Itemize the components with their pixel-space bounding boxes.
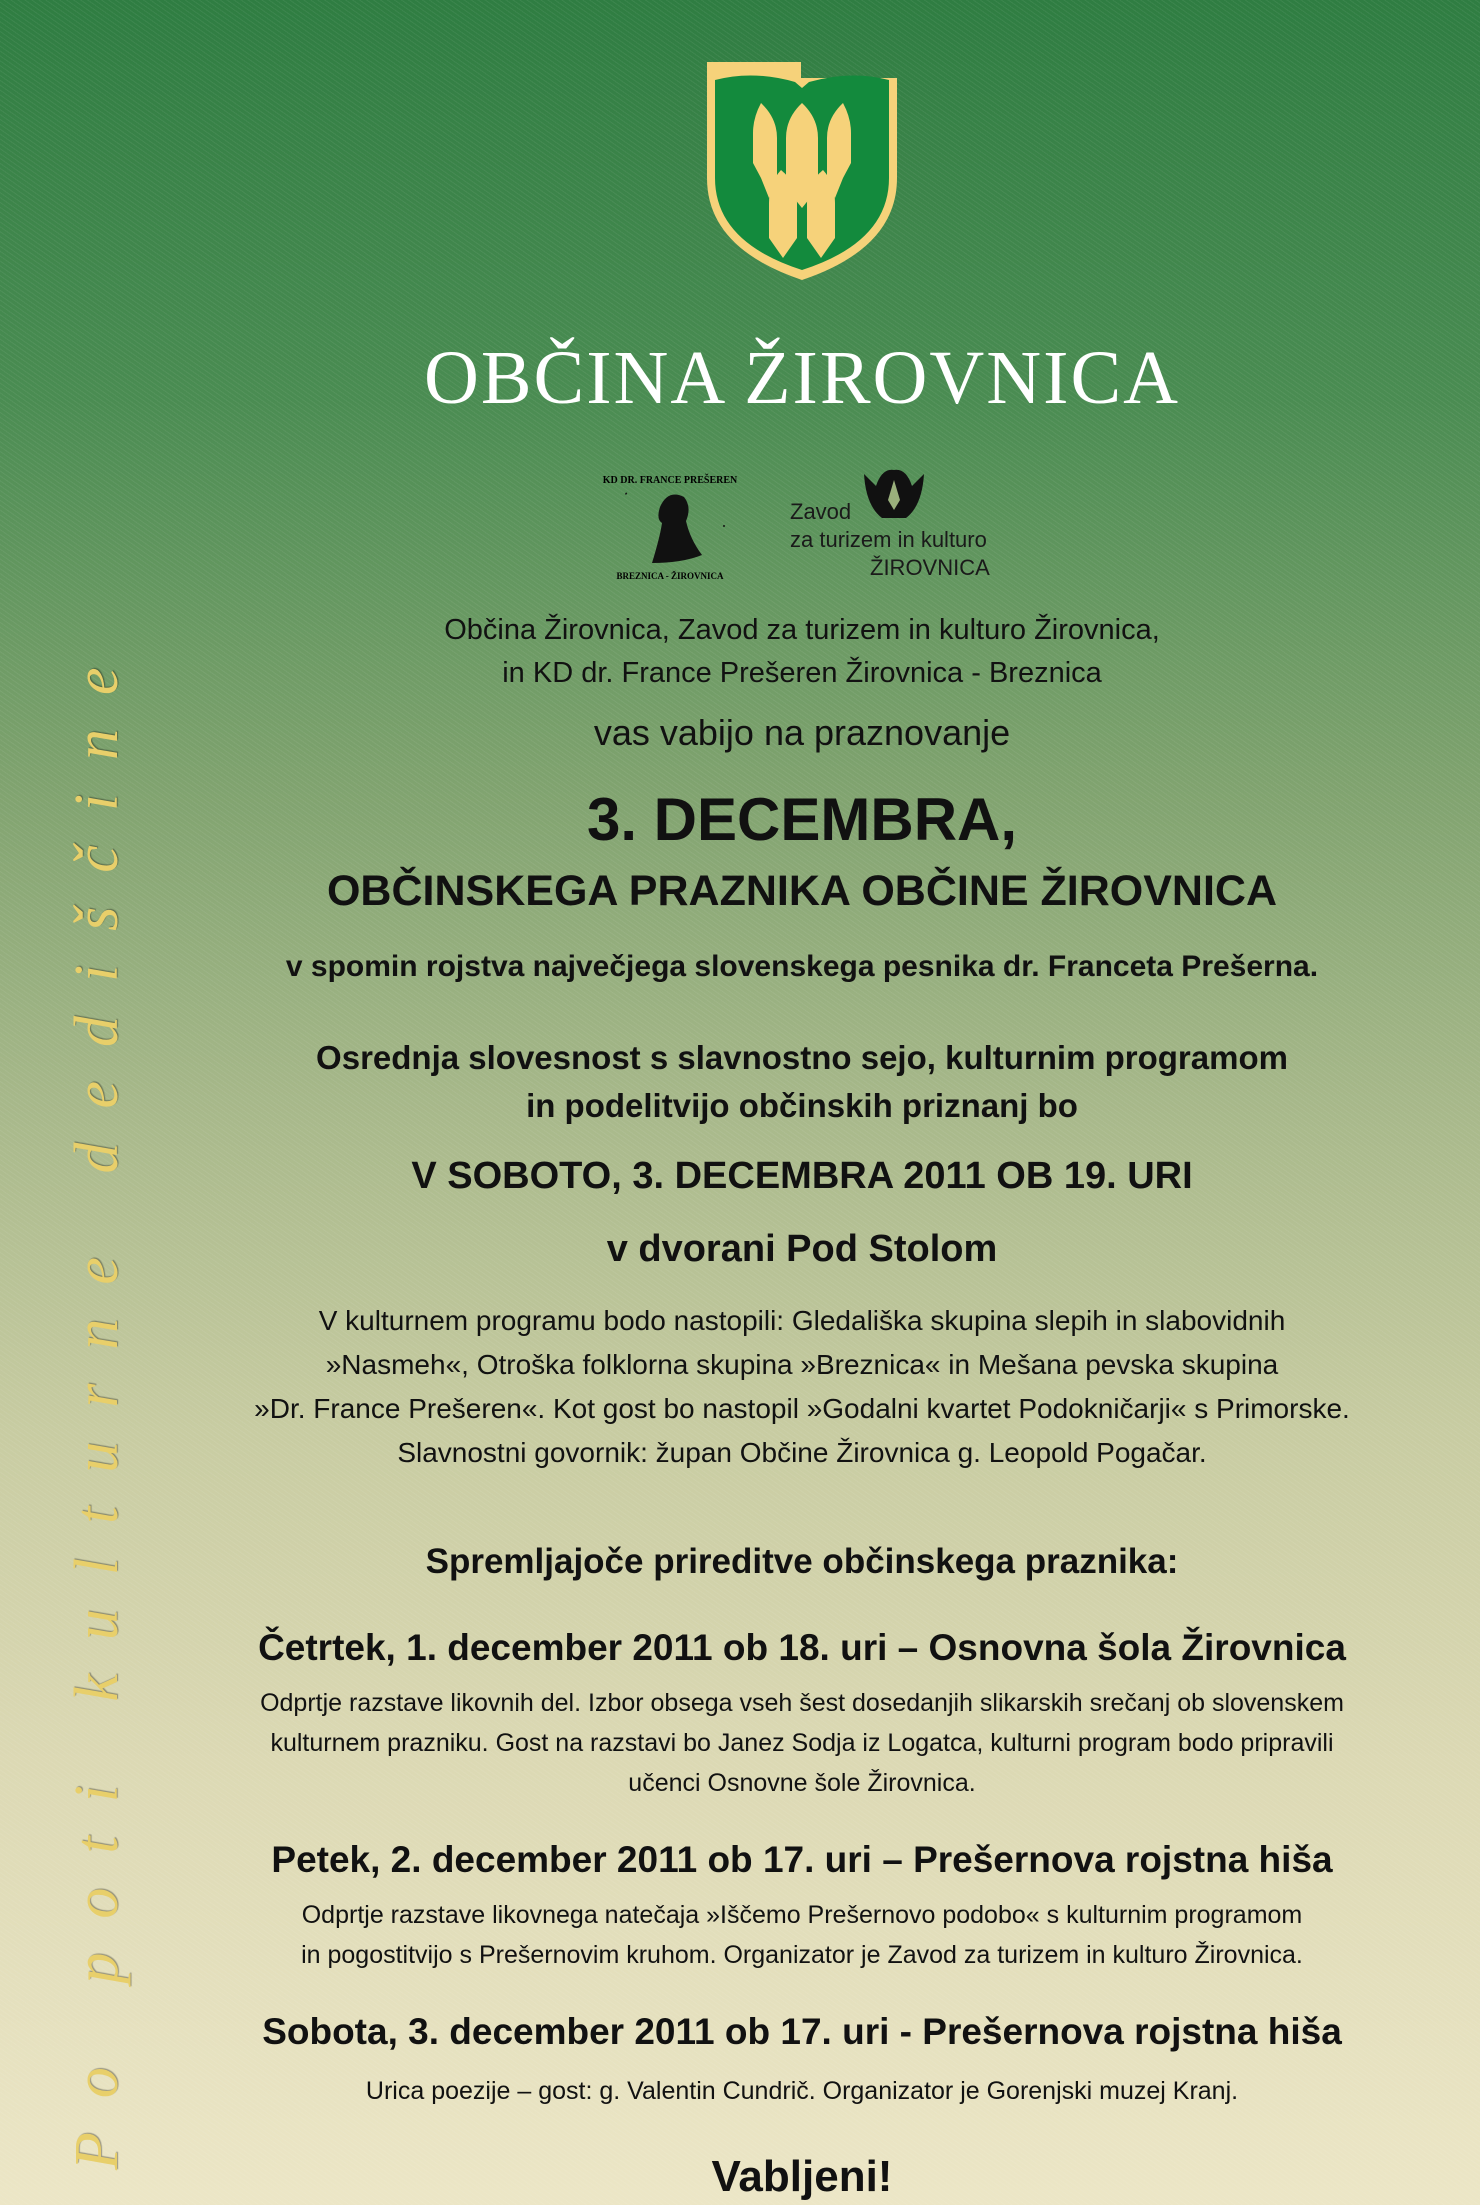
- event-desc: Urica poezije – gost: g. Valentin Cundrič. Organizator je Gorenjski muzej Kranj.: [365, 2077, 1239, 2105]
- intro-line-2: in KD dr. France Prešeren Žirovnica - Breznica: [502, 657, 1102, 689]
- subheadline: OBČINSKEGA PRAZNIKA OBČINE ŽIROVNICA: [326, 867, 1277, 915]
- intro-line-1: Občina Žirovnica, Zavod za turizem in kulturo Žirovnica,: [444, 614, 1160, 646]
- ceremony-line-2: in podelitvijo občinskih priznanj bo: [526, 1087, 1078, 1124]
- event-desc: kulturnem prazniku. Gost na razstavi bo Janez Sodja iz Logatca, kulturni program bodo pripravili: [270, 1729, 1334, 1757]
- closing-text: Vabljeni!: [711, 2152, 893, 2201]
- kd-preseren-seal: [602, 467, 738, 583]
- event-title: Sobota, 3. december 2011 ob 17. uri - Prešernova rojstna hiša: [262, 2011, 1342, 2052]
- side-slogan: Po poti kulturne dediščine: [63, 633, 131, 2170]
- event-date: V SOBOTO, 3. DECEMBRA 2011 OB 19. URI: [411, 1155, 1193, 1197]
- svg-text:KD DR. FRANCE PREŠEREN: KD DR. FRANCE PREŠEREN: [602, 475, 738, 486]
- svg-text:BREZNICA - ŽIROVNICA: BREZNICA - ŽIROVNICA: [616, 571, 724, 581]
- event-desc: Odprtje razstave likovnih del. Izbor obsega vseh šest dosedanjih slikarskih srečanj ob slovenskem: [260, 1689, 1344, 1717]
- venue: v dvorani Pod Stolom: [606, 1228, 998, 1270]
- event-title: Četrtek, 1. december 2011 ob 18. uri – Osnovna šola Žirovnica: [258, 1627, 1346, 1668]
- memorial-text: v spomin rojstva največjega slovenskega pesnika dr. Franceta Prešerna.: [285, 950, 1319, 983]
- zavod-line-1: Zavod: [790, 499, 852, 524]
- headline: 3. DECEMBRA,: [586, 786, 1018, 853]
- municipality-crest: [703, 58, 901, 284]
- event-title: Petek, 2. december 2011 ob 17. uri – Prešernova rojstna hiša: [271, 1839, 1333, 1880]
- program-line: »Dr. France Prešeren«. Kot gost bo nastopil »Godalni kvartet Podokničarji« s Primorske.: [254, 1393, 1350, 1424]
- program-line: V kulturnem programu bodo nastopili: Gledališka skupina slepih in slabovidnih: [318, 1305, 1286, 1336]
- zavod-line-3: ŽIROVNICA: [870, 555, 990, 580]
- event-desc: Odprtje razstave likovnega natečaja »Iščemo Prešernovo podobo« s kulturnim programom: [301, 1901, 1303, 1929]
- municipality-title: OBČINA ŽIROVNICA: [423, 336, 1181, 420]
- ceremony-line-1: Osrednja slovesnost s slavnostno sejo, kulturnim programom: [316, 1039, 1288, 1076]
- program-line: »Nasmeh«, Otroška folklorna skupina »Breznica« in Mešana pevska skupina: [325, 1349, 1279, 1380]
- event-desc: in pogostitvijo s Prešernovim kruhom. Organizator je Zavod za turizem in kulturo Žirovnica.: [301, 1941, 1303, 1969]
- event-desc: učenci Osnovne šole Žirovnica.: [628, 1769, 976, 1797]
- zavod-logo: [790, 498, 990, 582]
- program-line: Slavnostni govornik: župan Občine Žirovnica g. Leopold Pogačar.: [397, 1437, 1207, 1468]
- zavod-line-2: za turizem in kulturo: [790, 527, 987, 552]
- invite-text: vas vabijo na praznovanje: [593, 712, 1011, 753]
- events-heading: Spremljajoče prireditve občinskega praznika:: [425, 1542, 1179, 1581]
